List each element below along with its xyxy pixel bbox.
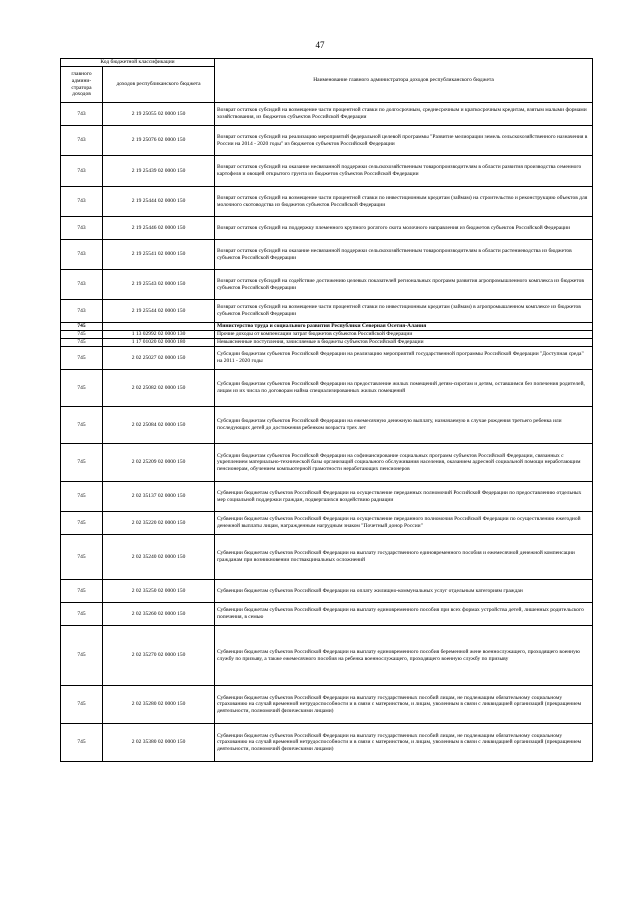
admin-code-cell: 745 (61, 444, 103, 482)
admin-code-cell: 743 (61, 156, 103, 187)
table-row (61, 126, 593, 156)
income-code-cell: 2 19 25541 02 0000 150 (103, 240, 215, 270)
table-row (61, 347, 593, 370)
income-code-cell: 2 19 25543 02 0000 150 (103, 270, 215, 300)
page-number: 47 (315, 40, 325, 50)
income-code-cell: 2 02 35270 02 0000 150 (103, 626, 215, 686)
admin-code-cell: 743 (61, 240, 103, 270)
income-code-cell: 2 02 35250 02 0000 150 (103, 580, 215, 603)
description-cell: Субвенции бюджетам субъектов Российской Федерации на осуществление переданных полномочий Российской Федерации по предоставлению отдельных мер социальной поддержки граждан, подвергшихся воздействию радиации (215, 482, 593, 512)
income-code-cell (103, 323, 215, 331)
admin-code-cell: 745 (61, 724, 103, 762)
table-row (61, 103, 593, 126)
admin-code-cell: 743 (61, 187, 103, 217)
income-code-cell: 2 02 35137 02 0000 150 (103, 482, 215, 512)
table-row (61, 331, 593, 339)
table-row (61, 300, 593, 323)
description-cell: Субвенции бюджетам субъектов Российской Федерации на осуществление переданного полномочия Российской Федерации по осуществлению ежегодной денежной выплаты лицам, награжденным нагрудным знаком "Почетный донор России" (215, 512, 593, 535)
table-row (61, 580, 593, 603)
admin-code-cell: 745 (61, 603, 103, 626)
admin-code-cell: 743 (61, 103, 103, 126)
description-cell: Невыясненные поступления, зачисляемые в бюджеты субъектов Российской Федерации (215, 339, 593, 347)
admin-code-cell: 743 (61, 126, 103, 156)
table-row (61, 407, 593, 444)
admin-code-cell: 743 (61, 217, 103, 240)
description-cell: Субвенции бюджетам субъектов Российской Федерации на оплату жилищно-коммунальных услуг отдельным категориям граждан (215, 580, 593, 603)
description-cell: Субвенции бюджетам субъектов Российской Федерации на выплату единовременного пособия при всех формах устройства детей, лишенных родительского попечения, в семью (215, 603, 593, 626)
income-code-cell: 2 19 25076 02 0000 150 (103, 126, 215, 156)
table-row (61, 686, 593, 724)
table-row (61, 240, 593, 270)
income-code-cell: 2 02 35240 02 0000 150 (103, 535, 215, 580)
income-code-cell: 2 02 35280 02 0000 150 (103, 686, 215, 724)
table-row (61, 370, 593, 407)
table-row (61, 603, 593, 626)
table-row (61, 626, 593, 686)
income-code-cell: 2 02 35260 02 0000 150 (103, 603, 215, 626)
description-cell: Субсидии бюджетам субъектов Российской Федерации на ежемесячную денежную выплату, назначаемую в случае рождения третьего ребенка или последующих детей до достижения ребенком возраста трех лет (215, 407, 593, 444)
table-row (61, 535, 593, 580)
income-code-cell: 1 17 01020 02 0000 180 (103, 339, 215, 347)
header-income-code: доходов республиканского бюджета (103, 67, 215, 103)
description-cell: Субвенции бюджетам субъектов Российской Федерации на выплату государственных пособий лицам, не подлежащим обязательному социальному страхованию на случай временной нетрудоспособности и в связи с материнством, и лицам, уволенным в связи с ликвидацией организаций (прекращением деятельности, полномочий физическими лицами) (215, 724, 593, 762)
income-code-cell: 2 19 25446 02 0000 150 (103, 217, 215, 240)
description-cell: Субсидии бюджетам субъектов Российской Федерации на предоставление жилых помещений детям-сиротам и детям, оставшимся без попечения родителей, лицам из их числа по договорам найма специализированных жилых помещений (215, 370, 593, 407)
description-cell: Субсидии бюджетам субъектов Российской Федерации на реализацию мероприятий государственной программы Российской Федерации "Доступная среда" на 2011 - 2020 годы (215, 347, 593, 370)
admin-code-cell: 745 (61, 347, 103, 370)
description-cell: Субвенции бюджетам субъектов Российской Федерации на выплату государственных пособий лицам, не подлежащим обязательному социальному страхованию на случай временной нетрудоспособности и в связи с материнством, и лицам, уволенным в связи с ликвидацией организаций (прекращением деятельности, полномочий физическими лицами) (215, 686, 593, 724)
admin-code-cell: 745 (61, 512, 103, 535)
table-row (61, 444, 593, 482)
admin-code-cell: 745 (61, 482, 103, 512)
income-code-cell: 2 02 25027 02 0000 150 (103, 347, 215, 370)
income-code-cell: 2 19 25544 02 0000 150 (103, 300, 215, 323)
table-row (61, 270, 593, 300)
income-code-cell: 2 02 35220 02 0000 150 (103, 512, 215, 535)
description-cell: Прочие доходы от компенсации затрат бюджетов субъектов Российской Федерации (215, 331, 593, 339)
description-cell: Субвенции бюджетам субъектов Российской Федерации на выплату государственного единовременного пособия и ежемесячной денежной компенсации гражданам при возникновении поствакцинальных осложнений (215, 535, 593, 580)
admin-code-cell: 743 (61, 270, 103, 300)
header-admin-name: Наименование главного администратора доходов республиканского бюджета (215, 59, 593, 103)
income-code-cell: 2 19 25444 02 0000 150 (103, 187, 215, 217)
table-row (61, 482, 593, 512)
admin-code-cell: 745 (61, 339, 103, 347)
table-row (61, 187, 593, 217)
header-main-admin: главного админи- стратора доходов (61, 67, 103, 103)
income-code-cell: 2 02 35380 02 0000 150 (103, 724, 215, 762)
description-cell: Возврат остатков субсидий на возмещение части процентной ставки по инвестиционным кредитам (займам) в агропромышленном комплексе из бюджетов субъектов Российской Федерации (215, 300, 593, 323)
table-row (61, 512, 593, 535)
table-row (61, 724, 593, 762)
description-cell: Возврат остатков субсидий на содействие достижению целевых показателей региональных программ развития агропромышленного комплекса из бюджетов субъектов Российской Федерации (215, 270, 593, 300)
admin-code-cell: 745 (61, 535, 103, 580)
admin-code-cell: 745 (61, 686, 103, 724)
description-cell: Субсидии бюджетам субъектов Российской Федерации на софинансирование социальных программ субъектов Российской Федерации, связанных с укреплением материально-технической базы организаций социального обслуживания населения, оказанием адресной социальной помощи неработающим пенсионерам, обучением компьютерной грамотности неработающих пенсионеров (215, 444, 593, 482)
description-cell: Возврат остатков субсидий на возмещение части процентной ставки по долгосрочным, среднесрочным и краткосрочным кредитам, взятым малыми формами хозяйствования, из бюджетов субъектов Российской Федерации (215, 103, 593, 126)
admin-code-cell: 745 (61, 370, 103, 407)
income-code-cell: 1 13 02992 02 0000 130 (103, 331, 215, 339)
table-body (61, 103, 593, 762)
admin-code-cell: 745 (61, 580, 103, 603)
income-code-cell: 2 19 25439 02 0000 150 (103, 156, 215, 187)
admin-code-cell: 745 (61, 407, 103, 444)
admin-code-cell: 745 (61, 626, 103, 686)
income-code-cell: 2 02 25084 02 0000 150 (103, 407, 215, 444)
description-cell: Возврат остатков субсидий на поддержку племенного крупного рогатого скота молочного направления из бюджетов субъектов Российской Федерации (215, 217, 593, 240)
income-code-cell: 2 19 25055 02 0000 150 (103, 103, 215, 126)
table-row (61, 323, 593, 331)
table-row (61, 339, 593, 347)
income-code-cell: 2 02 25082 02 0000 150 (103, 370, 215, 407)
budget-classification-table (60, 58, 593, 762)
description-cell: Возврат остатков субсидий на реализацию мероприятий федеральной целевой программы "Развитие мелиорации земель сельскохозяйственного назначения в России на 2014 - 2020 годы" из бюджетов субъектов Российской Федерации (215, 126, 593, 156)
income-code-cell: 2 02 25209 02 0000 150 (103, 444, 215, 482)
description-cell: Субвенции бюджетам субъектов Российской Федерации на выплату единовременного пособия беременной жене военнослужащего, проходящего военную службу по призыву, а также ежемесячного пособия на ребенка военнослужащего, проходящего военную службу по призыву (215, 626, 593, 686)
description-cell: Возврат остатков субсидий на оказание несвязанной поддержки сельскохозяйственным товаропроизводителям в области растениеводства из бюджетов субъектов Российской Федерации (215, 240, 593, 270)
table-row (61, 217, 593, 240)
table-row (61, 156, 593, 187)
admin-code-cell: 745 (61, 323, 103, 331)
description-cell: Министерство труда и социального развития Республики Северная Осетия-Алания (215, 323, 593, 331)
admin-code-cell: 745 (61, 331, 103, 339)
description-cell: Возврат остатков субсидий на возмещение части процентной ставки по инвестиционным кредитам (займам) на строительство и реконструкцию объектов для молочного скотоводства из бюджетов субъектов Российской Федерации (215, 187, 593, 217)
admin-code-cell: 743 (61, 300, 103, 323)
header-classification-code: Код бюджетной классификации (61, 59, 215, 67)
description-cell: Возврат остатков субсидий на оказание несвязанной поддержки сельскохозяйственным товаропроизводителям в области развития производства семенного картофеля и овощей открытого грунта из бюджетов субъектов Российской Федерации (215, 156, 593, 187)
